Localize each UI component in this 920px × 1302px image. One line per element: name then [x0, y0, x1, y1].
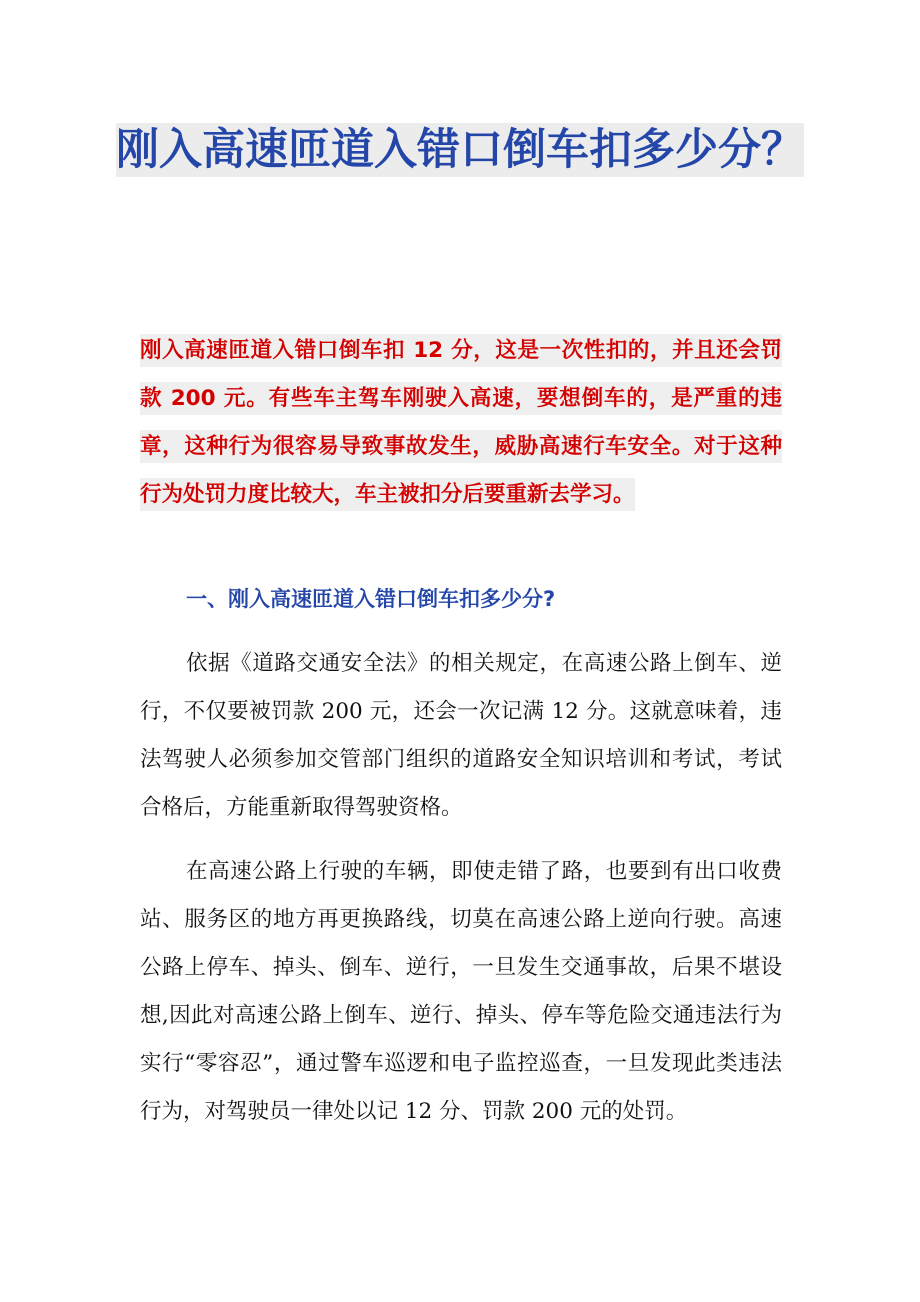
summary-text: 刚入高速匝道入错口倒车扣 12 分，这是一次性扣的，并且还会罚款 200 元。有些车主驾车刚驶入高速，要想倒车的，是严重的违章，这种行为很容易导致事故发生，威胁高速行车安全。对于这种行为处罚力度比较大，车主被扣分后要重新去学习。 [140, 334, 782, 511]
section-heading: 一、刚入高速匝道入错口倒车扣多少分? [186, 587, 556, 611]
page-title-text: 刚入高速匝道入错口倒车扣多少分？ [116, 125, 804, 175]
summary-paragraph [140, 327, 782, 519]
body-paragraph-1: 依据《道路交通安全法》的相关规定，在高速公路上倒车、逆行，不仅要被罚款 200 元，还会一次记满 12 分。这就意味着，违法驾驶人必须参加交管部门组织的道路安全知识培训和考试，考试合格后，方能重新取得驾驶资格。 [140, 651, 782, 820]
body-paragraph-2: 在高速公路上行驶的车辆，即使走错了路，也要到有出口收费站、服务区的地方再更换路线，切莫在高速公路上逆向行驶。高速公路上停车、掉头、倒车、逆行，一旦发生交通事故，后果不堪设想,因此对高速公路上倒车、逆行、掉头、停车等危险交通违法行为实行“零容忍”，通过警车巡逻和电子监控巡查，一旦发现此类违法行为，对驾驶员一律处以记 12 分、罚款 200 元的处罚。 [140, 859, 782, 1124]
page-title [100, 116, 820, 184]
